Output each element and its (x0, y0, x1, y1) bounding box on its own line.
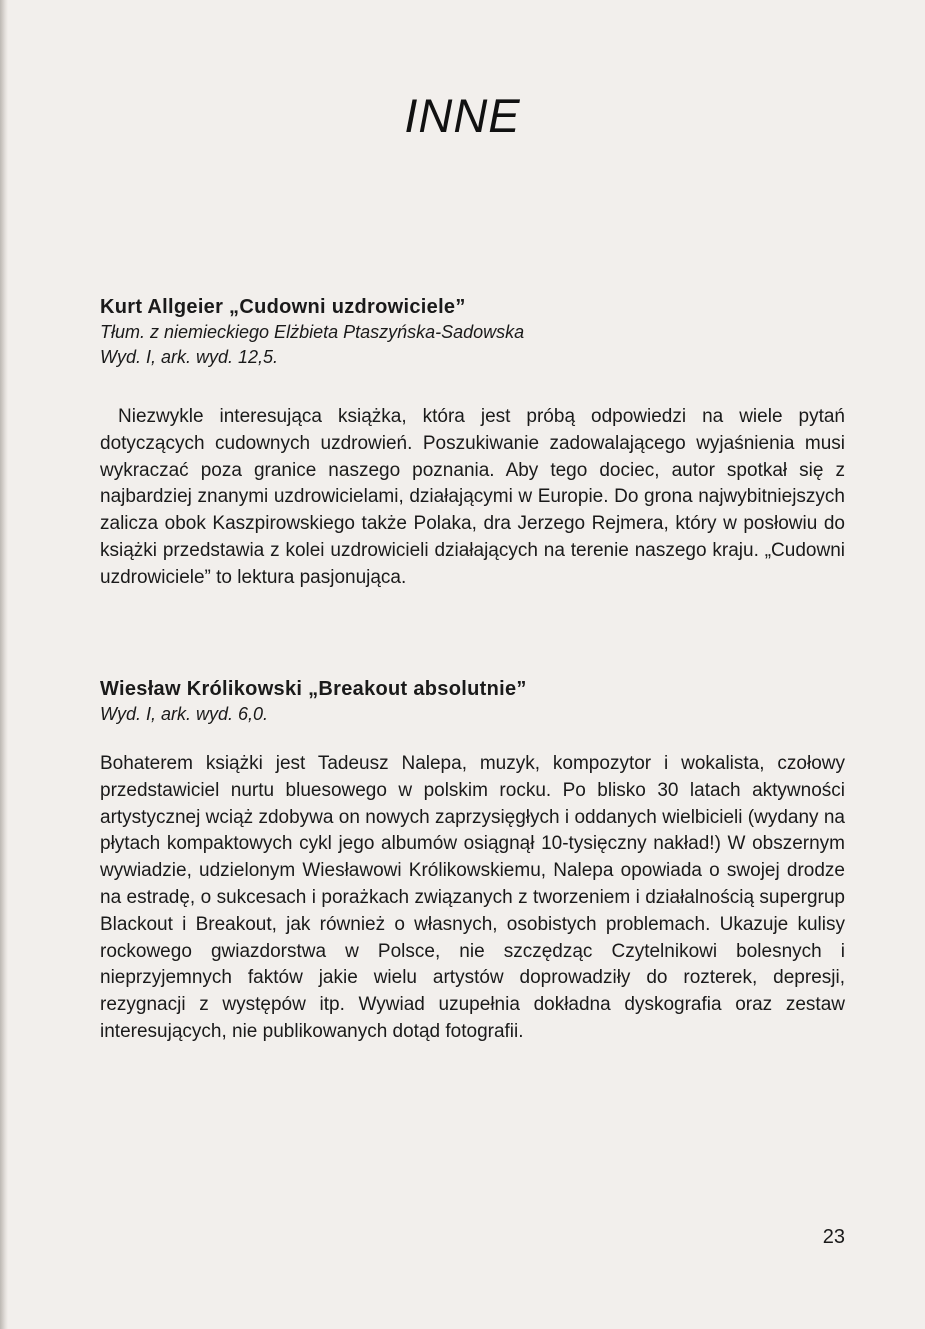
book-title: Wiesław Królikowski „Breakout absolutnie” (100, 678, 527, 700)
page-number: 23 (822, 1226, 845, 1248)
page-binding-edge (0, 0, 8, 1329)
book-title: Kurt Allgeier „Cudowni uzdrowiciele” (100, 296, 466, 318)
book-description: Bohaterem książki jest Tadeusz Nalepa, muzyk, kompozytor i wokalista, czołowy przedstawiciel nurtu bluesowego w polskim rocku. Po blisko 30 latach aktywności artystycznej wciąż zdobywa on nowych zaprzysięgłych i oddanych wielbicieli (wydany na płytach kompaktowych cykl jego albumów osiągnął 10-tysięczny nakład!) W obszernym wywiadzie, udzielonym Wiesławowi Królikowskiemu, Nalepa opowiada o swojej drodze na estradę, o sukcesach i porażkach związanych z tworzeniem i działalnością supergrup Blackout i Breakout, jak również o własnych, osobistych problemach. Ukazuje kulisy rockowego gwiazdorstwa w Polsce, nie szczędząc Czytelnikowi bolesnych i nieprzyjemnych faktów jakie wielu artystów doprowadziły do rozterek, depresji, rezygnacji z występów itp. Wywiad uzupełnia dokładna dyskografia oraz zestaw interesujących, nie publikowanych dotąd fotografii. (100, 753, 845, 1042)
translator-line: Tłum. z niemieckiego Elżbieta Ptaszyńska-Sadowska (100, 322, 525, 342)
book-entry-breakout-absolutnie (100, 676, 845, 1046)
edition-line: Wyd. I, ark. wyd. 12,5. (100, 347, 279, 367)
page-title: INNE (404, 89, 521, 142)
book-entry-cudowni-uzdrowiciele (100, 294, 845, 592)
edition-line: Wyd. I, ark. wyd. 6,0. (100, 704, 269, 724)
book-description: Niezwykle interesująca książka, która jest próbą odpowiedzi na wiele pytań dotyczących cudownych uzdrowień. Poszukiwanie zadowalającego wyjaśnienia musi wykraczać poza granice naszego poznania. Aby tego dociec, autor spotkał się z najbardziej znanymi uzdrowicielami, działającymi w Europie. Do grona najwybitniejszych zalicza obok Kaszpirowskiego także Polaka, dra Jerzego Rejmera, który w posłowiu do książki przedstawia z kolei uzdrowicieli działających na terenie naszego kraju. „Cudowni uzdrowiciele” to lektura pasjonująca. (100, 406, 845, 588)
